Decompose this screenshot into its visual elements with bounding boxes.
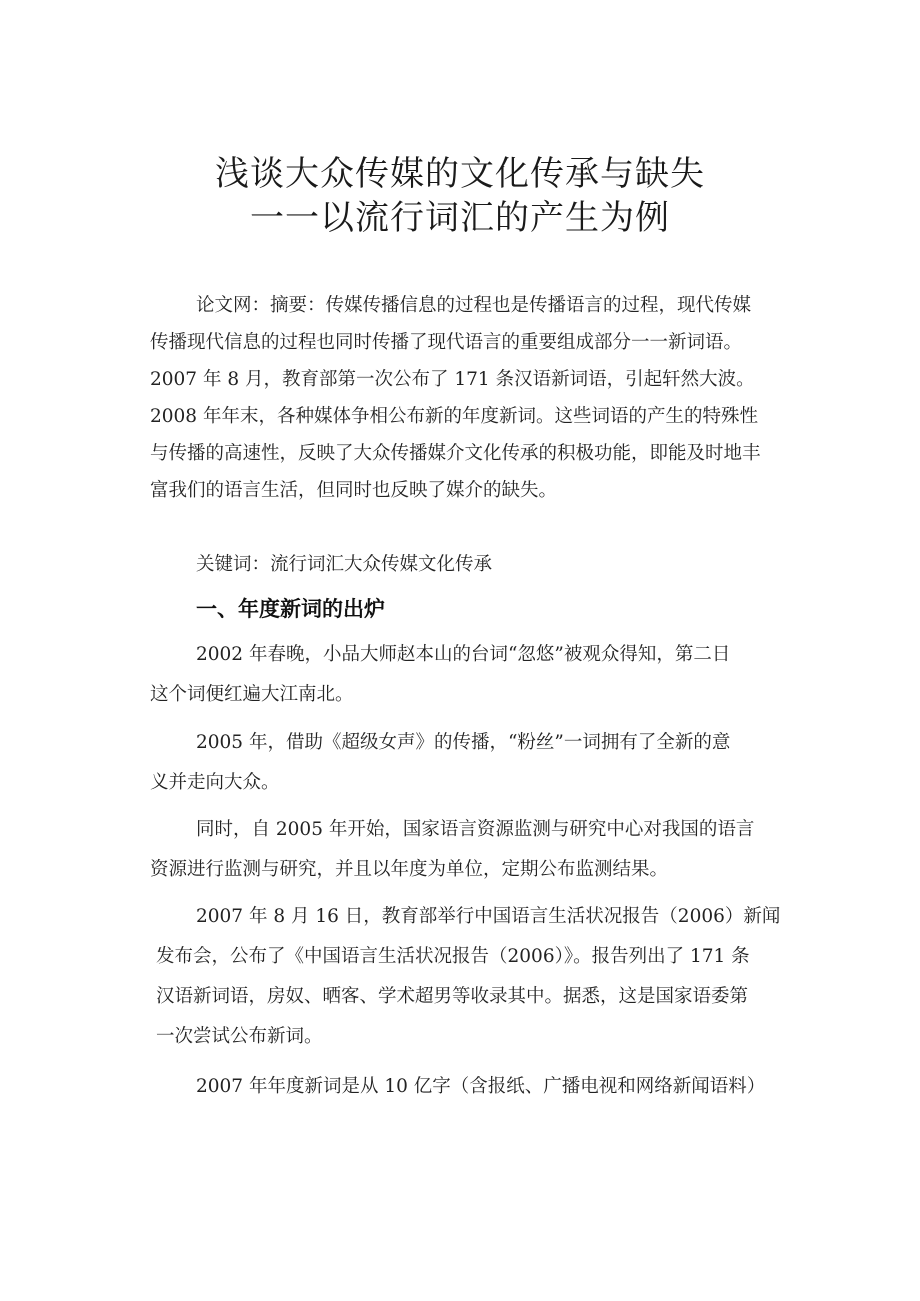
text-line: 与传播的高速性，反映了大众传播媒介文化传承的积极功能，即能及时地丰 — [150, 443, 761, 464]
text-line: 2007 年 8 月，教育部第一次公布了 171 条汉语新词语，引起轩然大波。 — [150, 369, 755, 390]
text-line: 2008 年年末，各种媒体争相公布新的年度新词。这些词语的产生的特殊性 — [150, 406, 758, 427]
text-line: 义并走向大众。 — [150, 772, 280, 793]
text-line: 2007 年年度新词是从 10 亿字（含报纸、广播电视和网络新闻语料） — [196, 1076, 766, 1097]
text-line: 同时，自 2005 年开始，国家语言资源监测与研究中心对我国的语言 — [196, 819, 755, 840]
text-line: 一次尝试公布新词。 — [156, 1026, 323, 1047]
text-line: 资源进行监测与研究，并且以年度为单位，定期公布监测结果。 — [150, 859, 669, 880]
text-line: 富我们的语言生活，但同时也反映了媒介的缺失。 — [150, 480, 558, 501]
text-line: 汉语新词语，房奴、晒客、学术超男等收录其中。据悉，这是国家语委第 — [156, 986, 749, 1007]
text-line: 论文网：摘要：传媒传播信息的过程也是传播语言的过程，现代传媒 — [196, 295, 752, 316]
text-line: 传播现代信息的过程也同时传播了现代语言的重要组成部分一一新词语。 — [150, 332, 743, 353]
text-line: 2002 年春晚，小品大师赵本山的台词“忽悠”被观众得知，第二日 — [196, 644, 731, 665]
text-line: 2005 年，借助《超级女声》的传播，“粉丝”一词拥有了全新的意 — [196, 732, 731, 753]
text-line: 发布会，公布了《中国语言生活状况报告（2006）》。报告列出了 171 条 — [156, 946, 750, 967]
text-line: 2007 年 8 月 16 日，教育部举行中国语言生活状况报告（2006）新闻 — [196, 906, 781, 927]
document-title: 浅谈大众传媒的文化传承与缺失 — [215, 154, 705, 194]
section-heading: 一、年度新词的出炉 — [196, 597, 385, 621]
document-subtitle: 一一以流行词汇的产生为例 — [250, 198, 670, 238]
text-line: 这个词便红遍大江南北。 — [150, 684, 354, 705]
keywords-text: 关键词：流行词汇大众传媒文化传承 — [196, 554, 493, 575]
